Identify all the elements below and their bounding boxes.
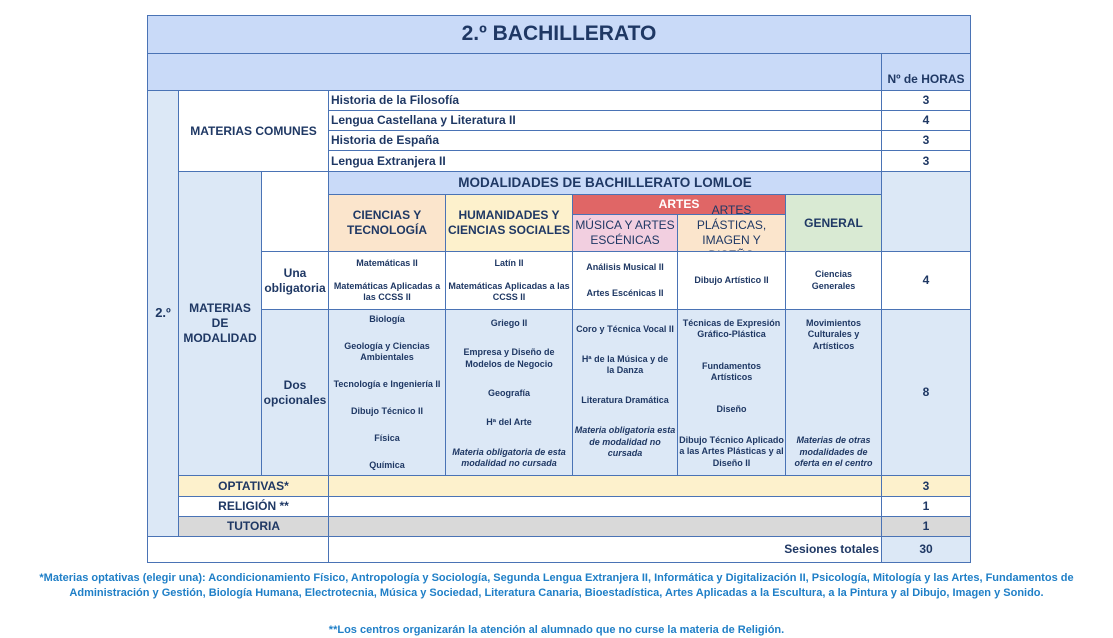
subject-note: Materias de otras modalidades de oferta en el centro: [794, 435, 873, 468]
obligatoria-label: [261, 251, 329, 310]
subject: Latín II: [494, 258, 524, 268]
subject: Hª del Arte: [486, 417, 532, 428]
col-ciencias: [328, 194, 446, 252]
footnote-optativas: *Materias optativas (elegir una): Acondicionamiento Físico, Antropología y Sociología, Segunda Lengua Extranjera II, Informática y Digitalización II, Psicología, Mitología y las Artes, Fundamentos de Administración y Gestión, Biología Humana, Electrotecnia, Música y Sociedad, Literatura Canaria, Bioestadística, Artes Aplicadas a la Escultura, a la Pintura y al Dibujo, Imagen y Sonido.: [39, 572, 1074, 599]
col-general: [785, 194, 882, 252]
opcionales-line: Dos: [283, 377, 307, 392]
col-artes: ARTES: [572, 194, 786, 215]
subject: Hª de la Música y de la Danza: [581, 354, 669, 376]
col-line: IMAGEN Y: [702, 233, 761, 247]
subject: Geología y Ciencias Ambientales: [344, 340, 430, 363]
oblig-cell-general: [785, 251, 882, 310]
col-line: ARTES PLÁSTICAS,: [696, 203, 767, 232]
col-line: ESCÉNICAS: [590, 233, 660, 247]
subject: Geografía: [487, 387, 530, 398]
subject: Fundamentos Artísticos: [701, 360, 761, 383]
oblig-cell-plasticas: [677, 251, 786, 310]
subject: Tecnología e Ingeniería II: [333, 379, 441, 390]
comun-hours: 3: [881, 130, 971, 151]
col-line: CIENCIAS SOCIALES: [447, 223, 570, 237]
subject-note: Materia obligatoria esta de modalidad no cursada: [574, 425, 676, 458]
subject: Biología: [369, 314, 405, 324]
obligatoria-line: Una: [283, 265, 307, 280]
total-blank: [147, 536, 329, 563]
subject: Análisis Musical II: [586, 262, 664, 273]
subject: Química: [369, 459, 405, 470]
col-line: TECNOLOGÍA: [347, 223, 427, 237]
col-line: HUMANIDADES Y: [458, 208, 560, 222]
subject: Artes Escénicas II: [586, 287, 664, 298]
col-humanidades: [445, 194, 573, 252]
tutoria-label: TUTORIA: [178, 516, 329, 537]
col-line: GENERAL: [804, 215, 863, 230]
col-plasticas: [677, 203, 786, 252]
subject: Diseño: [716, 403, 747, 414]
subject: Empresa y Diseño de Modelos de Negocio: [463, 347, 555, 369]
opcionales-hours: 8: [881, 309, 971, 476]
obligatoria-hours: 4: [881, 251, 971, 310]
comun-subject: Historia de España: [328, 130, 882, 151]
modalidad-corner: [261, 171, 329, 252]
subject: Literatura Dramática: [581, 395, 669, 406]
modalidad-label: [178, 171, 262, 476]
oblig-cell-ciencias: [328, 251, 446, 310]
oblig-cell-musica: [572, 251, 678, 310]
modalidades-header: MODALIDADES DE BACHILLERATO LOMLOE: [328, 171, 882, 195]
header-blank: [147, 53, 882, 91]
course-label: 2.º: [147, 90, 179, 537]
obligatoria-line: obligatoria: [264, 280, 326, 295]
subject: Matemáticas II: [356, 258, 418, 268]
modalidad-label-line: MATERIAS: [189, 301, 251, 315]
subject: Dibujo Técnico II: [350, 405, 423, 416]
subject: Movimientos Culturales y Artísticos: [805, 318, 861, 351]
modalidad-label-line: DE: [211, 316, 229, 330]
optativas-label: OPTATIVAS*: [178, 475, 329, 497]
comun-subject: Lengua Extranjera II: [328, 150, 882, 172]
opc-cell-humanidades: [445, 309, 573, 476]
optativas-blank: [328, 475, 882, 497]
opc-cell-musica: [572, 309, 678, 476]
comun-hours: 3: [881, 90, 971, 111]
optativas-hours: 3: [881, 475, 971, 497]
total-label: Sesiones totales: [328, 536, 882, 563]
comunes-label: MATERIAS COMUNES: [178, 90, 329, 172]
modalidad-hours-blank: [881, 171, 971, 252]
subject: Dibujo Técnico Aplicado a las Artes Plásticas y al Diseño II: [679, 435, 784, 468]
opc-cell-ciencias: [328, 309, 446, 476]
opcionales-line: opcionales: [263, 392, 327, 407]
hours-header: Nº de HORAS: [881, 53, 971, 91]
subject: Coro y Técnica Vocal II: [576, 324, 674, 334]
religion-hours: 1: [881, 496, 971, 517]
comun-hours: 4: [881, 110, 971, 131]
table-title: 2.º BACHILLERATO: [147, 15, 971, 54]
subject: Dibujo Artístico II: [694, 274, 769, 285]
opc-cell-plasticas: [677, 309, 786, 476]
col-musica: [572, 214, 678, 252]
subject: Matemáticas Aplicadas a las CCSS II: [333, 280, 441, 302]
tutoria-blank: [328, 516, 882, 537]
subject: Técnicas de Expresión Gráfico-Plástica: [682, 318, 781, 340]
col-line: MÚSICA Y ARTES: [575, 218, 675, 232]
comun-subject: Historia de la Filosofía: [328, 90, 882, 111]
subject: Ciencias Generales: [811, 269, 856, 291]
total-hours: 30: [881, 536, 971, 563]
religion-blank: [328, 496, 882, 517]
modalidad-label-line: MODALIDAD: [183, 331, 257, 345]
subject: Griego II: [490, 318, 528, 328]
oblig-cell-humanidades: [445, 251, 573, 310]
religion-label: RELIGIÓN **: [178, 496, 329, 517]
opc-cell-general: [785, 309, 882, 476]
subject: Matemáticas Aplicadas a las CCSS II: [448, 280, 570, 302]
footnote-religion: **Los centros organizarán la atención al alumnado que no curse la materia de Religión.: [328, 624, 785, 636]
comun-subject: Lengua Castellana y Literatura II: [328, 110, 882, 131]
opcionales-label: [261, 309, 329, 476]
comun-hours: 3: [881, 150, 971, 172]
col-line: CIENCIAS Y: [352, 208, 422, 222]
subject: Física: [374, 432, 400, 443]
subject-note: Materia obligatoria de esta modalidad no cursada: [452, 446, 566, 468]
tutoria-hours: 1: [881, 516, 971, 537]
